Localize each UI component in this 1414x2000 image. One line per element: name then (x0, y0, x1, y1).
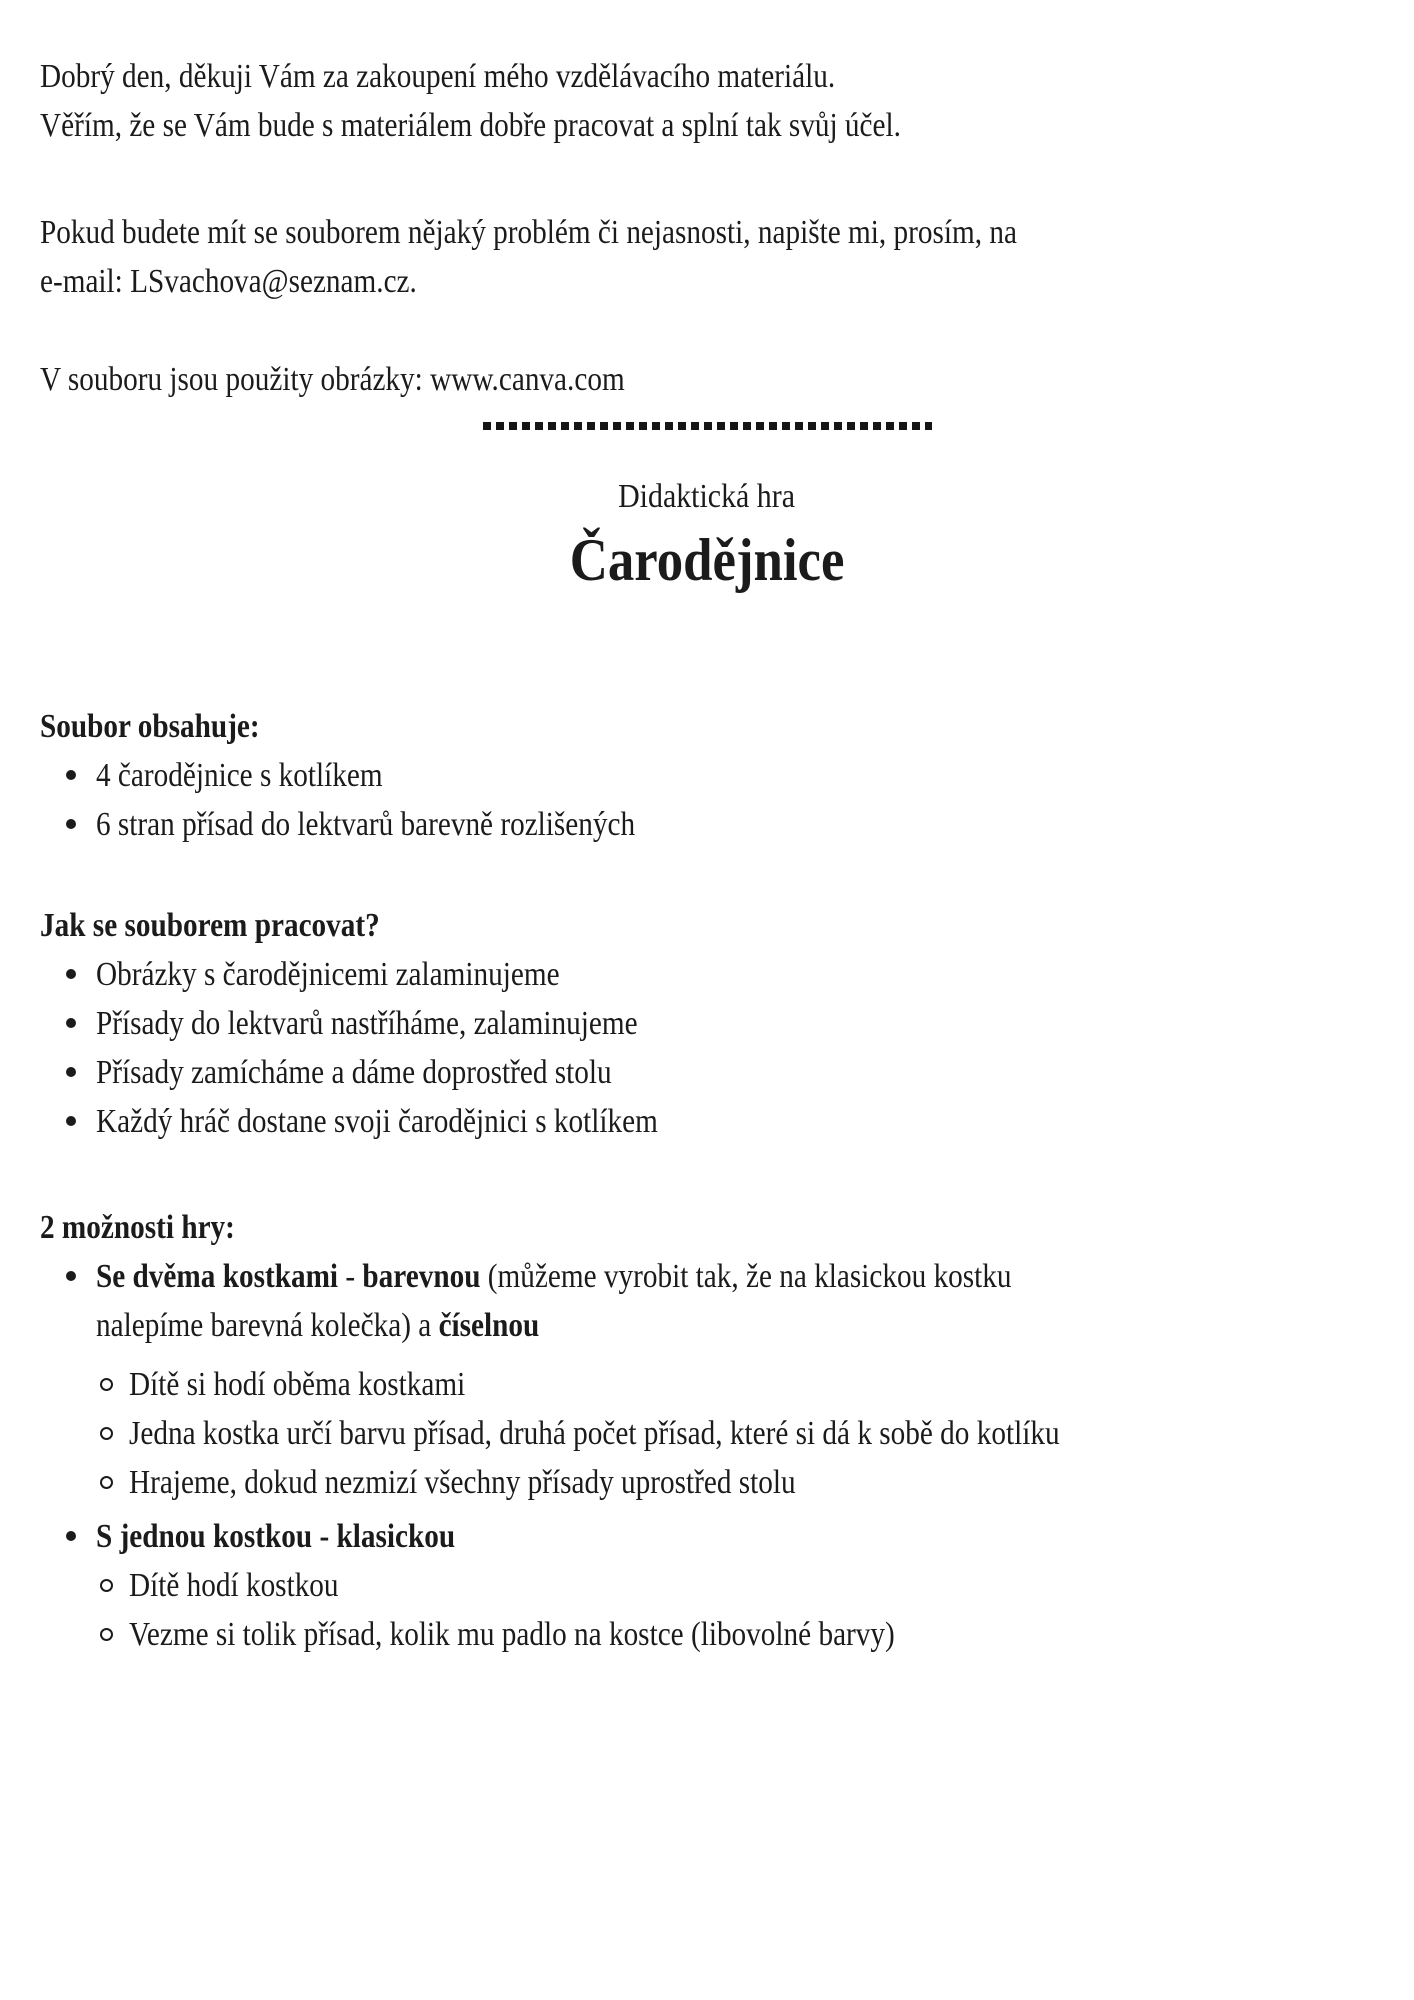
section-howto (40, 901, 1374, 1146)
list-item (40, 1097, 1374, 1146)
list-item-option1-continuation (40, 1301, 1374, 1350)
dotted-divider (483, 422, 932, 430)
sub-list-item (40, 1610, 1374, 1659)
credits-line (40, 355, 1374, 404)
list-item-text: S jednou kostkou - klasickou (96, 1518, 456, 1555)
list-item-option1 (40, 1252, 1374, 1301)
list-item-text (96, 1301, 539, 1350)
intro-paragraph-support (40, 208, 1374, 306)
option1-regular-part: nalepíme barevná kolečka) a (96, 1307, 439, 1344)
credits-text: V souboru jsou použity obrázky: www.canva.com (40, 361, 625, 398)
sub-list-item (40, 1360, 1374, 1409)
list-item-text: Dítě hodí kostkou (129, 1567, 339, 1604)
bullet-icon (66, 1116, 76, 1126)
circle-bullet-icon (100, 1427, 113, 1440)
email-line (40, 257, 1374, 306)
sub-bullet-list (40, 1360, 1374, 1507)
section-heading-text: 2 možnosti hry: (40, 1209, 235, 1246)
bullet-icon (66, 1067, 76, 1077)
section-heading (40, 702, 1374, 751)
text-line (40, 208, 1374, 257)
circle-bullet-icon (100, 1628, 113, 1641)
list-item-text: Vezme si tolik přísad, kolik mu padlo na kostce (libovolné barvy) (129, 1616, 895, 1653)
list-item-text: Přísady zamícháme a dáme doprostřed stolu (96, 1054, 612, 1091)
section-heading-text: Soubor obsahuje: (40, 708, 260, 745)
text-line-content: Věřím, že se Vám bude s materiálem dobře pracovat a splní tak svůj účel. (40, 107, 901, 144)
list-item (40, 950, 1374, 999)
section-game-options (40, 1203, 1374, 1659)
section-heading (40, 901, 1374, 950)
bullet-icon (66, 1531, 76, 1541)
text-line (40, 101, 1374, 150)
list-item-text: 4 čarodějnice s kotlíkem (96, 757, 383, 794)
list-item-option2 (40, 1512, 1374, 1561)
section-contents (40, 702, 1374, 849)
option1-regular-part: - (338, 1258, 363, 1295)
list-item-text: 6 stran přísad do lektvarů barevně rozlišených (96, 806, 636, 843)
list-item-text: Hrajeme, dokud nezmizí všechny přísady uprostřed stolu (129, 1464, 796, 1501)
list-item (40, 751, 1374, 800)
list-item-text (96, 1252, 1012, 1301)
intro-paragraph-greeting (40, 52, 1374, 150)
list-item (40, 1048, 1374, 1097)
section-heading (40, 1203, 1374, 1252)
circle-bullet-icon (100, 1579, 113, 1592)
bullet-list (40, 1252, 1374, 1659)
list-item-text: Přísady do lektvarů nastříháme, zalaminujeme (96, 1005, 638, 1042)
sub-list-item (40, 1458, 1374, 1507)
list-item-text: Obrázky s čarodějnicemi zalaminujeme (96, 956, 560, 993)
text-line-content: Pokud budete mít se souborem nějaký problém či nejasnosti, napište mi, prosím, na (40, 214, 1017, 251)
sub-bullet-list (40, 1561, 1374, 1659)
sub-list-item (40, 1409, 1374, 1458)
bullet-icon (66, 1018, 76, 1028)
option1-bold-part: Se dvěma kostkami (96, 1258, 339, 1295)
option1-bold-part: číselnou (438, 1307, 540, 1344)
sub-list-item (40, 1561, 1374, 1610)
text-line (40, 52, 1374, 101)
email-text: e-mail: LSvachova@seznam.cz. (40, 263, 417, 300)
bullet-icon (66, 770, 76, 780)
page-title: Čarodějnice (569, 527, 845, 593)
circle-bullet-icon (100, 1378, 113, 1391)
list-item-text: Každý hráč dostane svoji čarodějnici s kotlíkem (96, 1103, 658, 1140)
list-item-text: Jedna kostka určí barvu přísad, druhá počet přísad, které si dá k sobě do kotlíku (129, 1415, 1060, 1452)
intro-paragraph-credits (40, 355, 1374, 404)
bullet-list (40, 751, 1374, 849)
bullet-icon (66, 1271, 76, 1281)
game-type-label: Didaktická hra (618, 478, 796, 515)
list-item-text: Dítě si hodí oběma kostkami (129, 1366, 466, 1403)
list-item (40, 800, 1374, 849)
bullet-icon (66, 819, 76, 829)
text-line-content: Dobrý den, děkuji Vám za zakoupení mého vzdělávacího materiálu. (40, 58, 836, 95)
section-heading-text: Jak se souborem pracovat? (40, 907, 380, 944)
title-row (40, 524, 1374, 606)
option1-regular-part: (můžeme vyrobit tak, že na klasickou kostku (480, 1258, 1012, 1295)
bullet-icon (66, 969, 76, 979)
subtitle-row (40, 474, 1374, 520)
option1-bold-part: barevnou (362, 1258, 481, 1295)
list-item (40, 999, 1374, 1048)
circle-bullet-icon (100, 1476, 113, 1489)
bullet-list (40, 950, 1374, 1146)
